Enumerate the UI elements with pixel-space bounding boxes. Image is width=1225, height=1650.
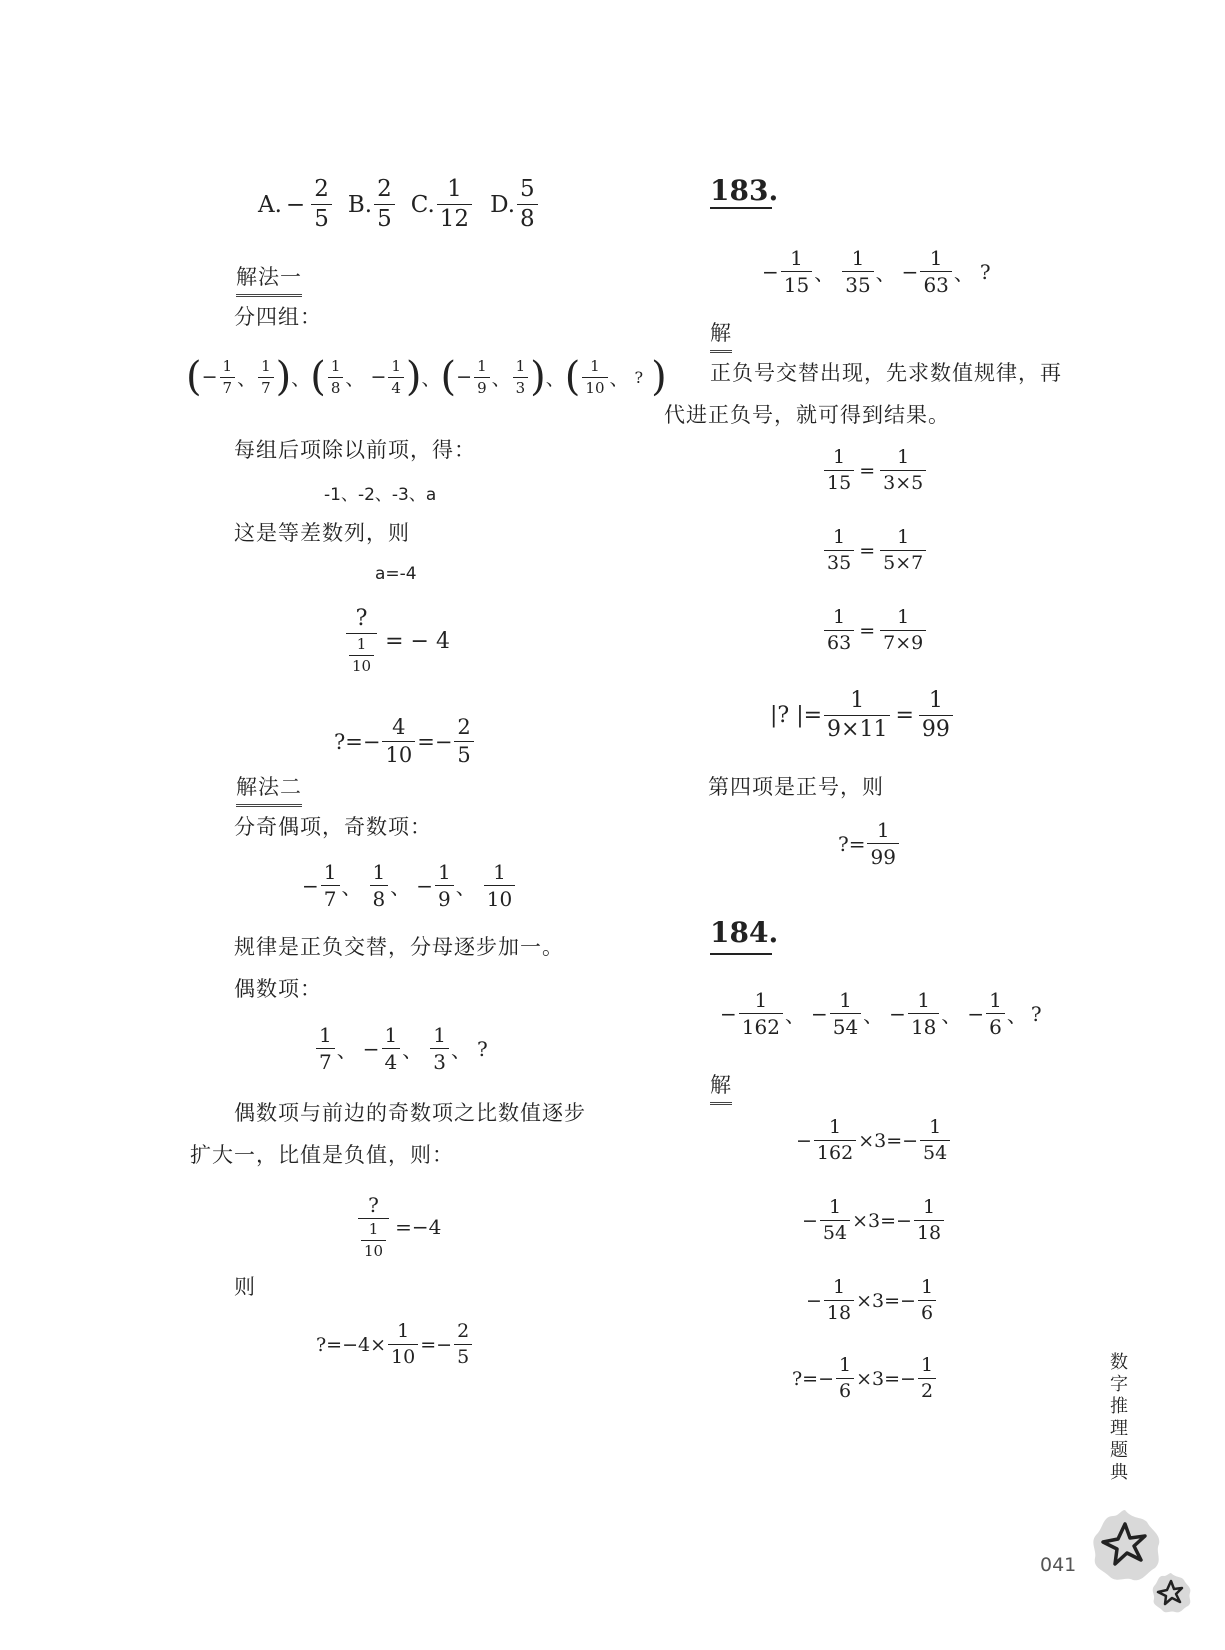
- q183-sequence: − $\frac{1}{15}$ 、 $\frac{1}{35}$ 、 − $\frac{1}{63}$ 、 ?: [762, 246, 991, 297]
- option-a-fraction: $\frac{2}{5}$: [311, 178, 332, 231]
- ratio-text-2: 扩大一，比值是负值，则：: [190, 1143, 454, 1167]
- q183-text-1: 正负号交替出现，先求数值规律，再: [710, 361, 1062, 385]
- q184-final-answer: ?=− $\frac{1}{6}$ ×3=− $\frac{1}{2}$: [792, 1356, 938, 1401]
- q184-sequence: − $\frac{1}{162}$ 、 − $\frac{1}{54}$ 、 − $\frac{1}{18}$ 、 − $\frac{1}{6}$ 、 ?: [720, 988, 1042, 1039]
- question-183-rule: [710, 207, 772, 209]
- q184-row-3: − $\frac{1}{18}$ ×3=− $\frac{1}{6}$: [806, 1278, 938, 1323]
- option-c-fraction: $\frac{1}{12}$: [437, 178, 472, 231]
- page-number: 041: [1040, 1554, 1077, 1576]
- q183-row-2: $\frac{1}{35}$ = $\frac{1}{5\times 7}$: [822, 528, 928, 573]
- q183-solution-label: 解: [710, 318, 732, 353]
- option-b-label: B.: [347, 191, 373, 218]
- q184-row-1: − $\frac{1}{162}$ ×3=− $\frac{1}{54}$: [796, 1118, 952, 1163]
- quotient-intro: 每组后项除以前项，得：: [234, 438, 476, 462]
- option-d-fraction: $\frac{5}{8}$: [517, 178, 538, 231]
- method-1-title: 解法一: [236, 262, 302, 297]
- grouped-sequence: ( − $\frac{1}{7}$ 、 $\frac{1}{7}$ ) 、 ( $\frac{1}{8}$ 、 − $\frac{1}{4}$ ) 、 ( − $\frac{1}{9}$ 、 $\frac{1}{3}$ ) 、 ( $\frac{1}{10}$ 、 ? ): [186, 354, 667, 400]
- even-terms: $\frac{1}{7}$ 、 − $\frac{1}{4}$ 、 $\frac{1}{3}$ 、 ?: [314, 1025, 488, 1072]
- equation-1: $\frac{?}{\frac{1}{10}}$ = − 4: [344, 608, 450, 674]
- quotient-sequence: -1、-2、-3、a: [324, 485, 437, 505]
- ratio-text-1: 偶数项与前边的奇数项之比数值逐步: [234, 1101, 586, 1125]
- equation-4: ?=−4× $\frac{1}{10}$ =− $\frac{2}{5}$: [316, 1322, 474, 1367]
- option-a-label: A.: [258, 191, 282, 218]
- odd-terms: − $\frac{1}{7}$ 、 $\frac{1}{8}$ 、 − $\frac{1}{9}$ 、 $\frac{1}{10}$: [302, 862, 517, 909]
- small-star-decoration-icon: [1148, 1570, 1194, 1616]
- group-intro: 分四组：: [234, 305, 322, 329]
- book-title-vertical: 数 字 推 理 题 典: [1110, 1352, 1128, 1483]
- option-d-label: D.: [490, 191, 516, 218]
- q183-abs-equation: |? |= $\frac{1}{9\times 11}$ = $\frac{1}{99}$: [770, 690, 955, 741]
- answer-options: A. − $\frac{2}{5}$ B. $\frac{2}{5}$ C. $\frac{1}{12}$ D. $\frac{5}{8}$: [258, 178, 540, 231]
- q183-fourth-term-text: 第四项是正号，则: [708, 775, 884, 799]
- question-183-heading: 183.: [710, 174, 779, 207]
- question-184-rule: [710, 953, 772, 955]
- q184-row-2: − $\frac{1}{54}$ ×3=− $\frac{1}{18}$: [802, 1198, 946, 1243]
- method-2-title: 解法二: [236, 772, 302, 807]
- q183-text-2: 代进正负号，就可得到结果。: [664, 403, 950, 427]
- q183-row-1: $\frac{1}{15}$ = $\frac{1}{3\times 5}$: [822, 448, 928, 493]
- option-b-fraction: $\frac{2}{5}$: [374, 178, 395, 231]
- odd-intro: 分奇偶项，奇数项：: [234, 815, 432, 839]
- then-text: 则: [234, 1275, 256, 1299]
- option-c-label: C.: [410, 191, 435, 218]
- q183-final-answer: ?= $\frac{1}{99}$: [838, 820, 901, 867]
- a-value: a=-4: [375, 564, 417, 584]
- question-184-heading: 184.: [710, 916, 779, 949]
- arithmetic-text: 这是等差数列，则: [234, 521, 410, 545]
- equation-2: ?= − $\frac{4}{10}$ = − $\frac{2}{5}$: [334, 717, 476, 766]
- even-intro: 偶数项：: [234, 977, 322, 1001]
- q183-row-3: $\frac{1}{63}$ = $\frac{1}{7\times 9}$: [822, 608, 928, 653]
- q184-solution-label: 解: [710, 1070, 732, 1105]
- equation-3: $\frac{?}{\frac{1}{10}}$ =−4: [356, 1195, 441, 1259]
- odd-rule: 规律是正负交替，分母逐步加一。: [234, 935, 564, 959]
